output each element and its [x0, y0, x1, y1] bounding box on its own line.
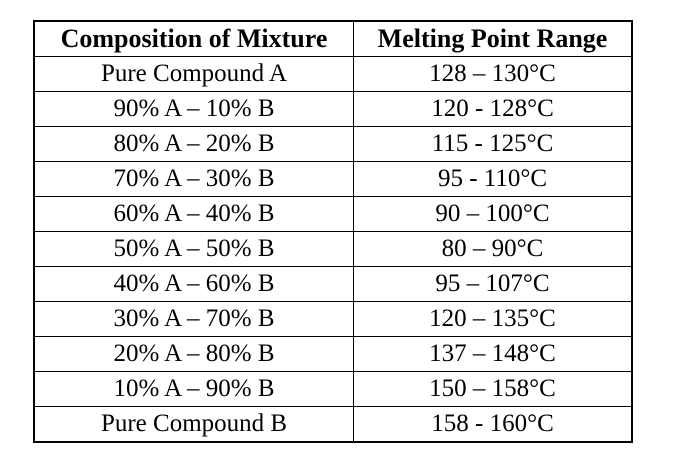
table-header-row — [34, 21, 632, 57]
composition-cell: 30% A – 70% B — [34, 302, 354, 337]
table-row — [34, 232, 632, 267]
composition-cell: 20% A – 80% B — [34, 337, 354, 372]
table-row — [34, 57, 632, 92]
table-row — [34, 267, 632, 302]
composition-cell: 50% A – 50% B — [34, 232, 354, 267]
composition-cell: 10% A – 90% B — [34, 372, 354, 407]
melting-point-cell: 158 - 160°C — [354, 407, 633, 443]
table-row — [34, 337, 632, 372]
melting-point-cell: 95 - 110°C — [354, 162, 633, 197]
header-composition: Composition of Mixture — [34, 21, 354, 57]
table-row — [34, 407, 632, 443]
melting-point-cell: 115 - 125°C — [354, 127, 633, 162]
composition-cell: 40% A – 60% B — [34, 267, 354, 302]
composition-cell: 90% A – 10% B — [34, 92, 354, 127]
melting-point-cell: 95 – 107°C — [354, 267, 633, 302]
table-row — [34, 127, 632, 162]
melting-point-cell: 128 – 130°C — [354, 57, 633, 92]
composition-cell: Pure Compound A — [34, 57, 354, 92]
composition-cell: Pure Compound B — [34, 407, 354, 443]
melting-point-cell: 150 – 158°C — [354, 372, 633, 407]
table-row — [34, 372, 632, 407]
table-row — [34, 92, 632, 127]
table-row — [34, 302, 632, 337]
composition-cell: 60% A – 40% B — [34, 197, 354, 232]
melting-point-table — [33, 20, 633, 443]
composition-cell: 80% A – 20% B — [34, 127, 354, 162]
table-row — [34, 197, 632, 232]
melting-point-cell: 80 – 90°C — [354, 232, 633, 267]
melting-point-cell: 137 – 148°C — [354, 337, 633, 372]
melting-point-cell: 120 - 128°C — [354, 92, 633, 127]
melting-point-cell: 90 – 100°C — [354, 197, 633, 232]
composition-cell: 70% A – 30% B — [34, 162, 354, 197]
table-row — [34, 162, 632, 197]
header-melting-point: Melting Point Range — [354, 21, 633, 57]
melting-point-cell: 120 – 135°C — [354, 302, 633, 337]
melting-point-table-container — [33, 20, 633, 443]
